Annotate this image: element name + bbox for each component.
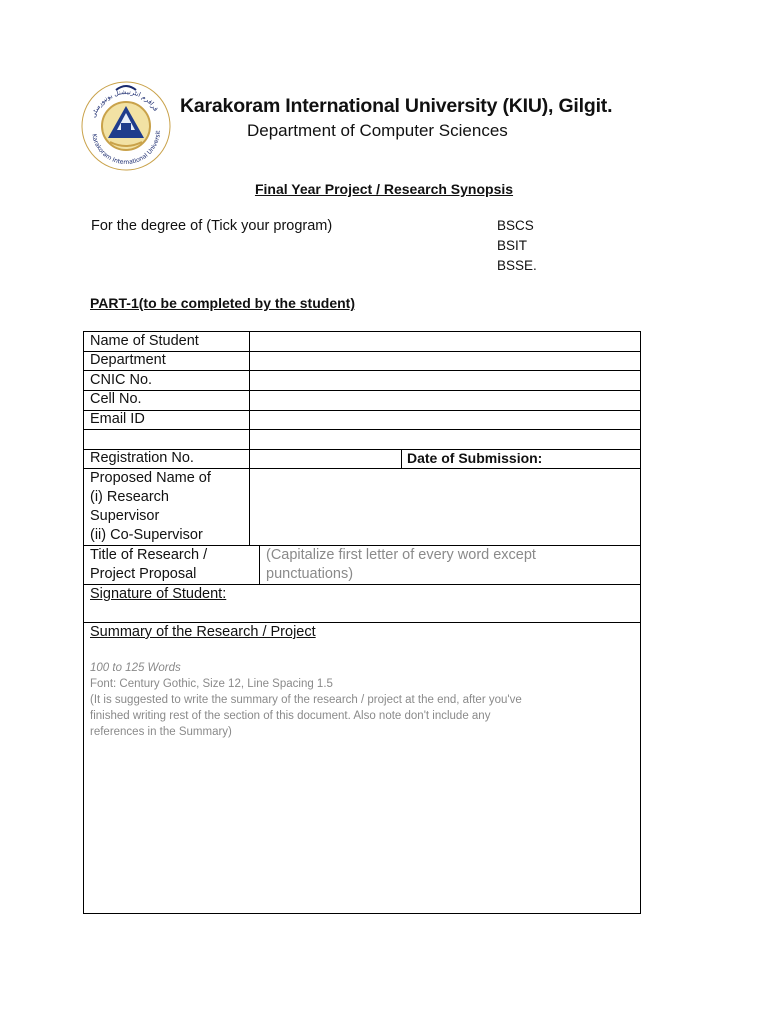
label-cnic: CNIC No.	[90, 372, 153, 388]
label-date-submission: Date of Submission:	[407, 450, 543, 466]
label-cell: Cell No.	[90, 391, 142, 407]
title-hint-2: punctuations)	[266, 566, 354, 582]
university-seal-icon	[80, 80, 172, 172]
program-bscs[interactable]: BSCS	[497, 218, 534, 233]
student-form	[83, 331, 641, 914]
label-registration: Registration No.	[90, 450, 194, 466]
summary-font-note: Font: Century Gothic, Size 12, Line Spacing 1.5	[90, 678, 333, 690]
label-supervisor-3: Supervisor	[90, 508, 160, 524]
label-supervisor-2: (i) Research	[90, 489, 169, 505]
summary-note-1: (It is suggested to write the summary of the research / project at the end, after you've	[90, 694, 522, 706]
label-department: Department	[90, 352, 166, 368]
svg-text:Karakoram International Univer: Karakoram International Universit	[90, 130, 163, 167]
program-bsse[interactable]: BSSE.	[497, 258, 537, 273]
svg-text:قراقرم انٹرنیشنل یونیورسٹی: قراقرم انٹرنیشنل یونیورسٹی	[89, 87, 160, 119]
summary-word-count: 100 to 125 Words	[90, 662, 181, 674]
department-name: Department of Computer Sciences	[247, 121, 508, 140]
university-name: Karakoram International University (KIU), Gilgit.	[180, 95, 613, 117]
university-logo	[80, 80, 172, 172]
label-signature: Signature of Student:	[90, 586, 227, 602]
label-supervisor-4: (ii) Co-Supervisor	[90, 527, 203, 543]
label-student-name: Name of Student	[90, 333, 199, 349]
summary-heading: Summary of the Research / Project	[90, 624, 316, 640]
part1-heading: PART-1(to be completed by the student)	[90, 295, 355, 311]
summary-note-2: finished writing rest of the section of this document. Also note don't include any	[90, 710, 491, 722]
label-title-1: Title of Research /	[90, 547, 208, 563]
title-hint-1[interactable]: (Capitalize first letter of every word except	[266, 547, 536, 563]
label-title-2: Project Proposal	[90, 566, 197, 582]
summary-note-3: references in the Summary)	[90, 726, 232, 738]
degree-label: For the degree of (Tick your program)	[91, 218, 333, 234]
label-supervisor-1: Proposed Name of	[90, 470, 211, 486]
label-email: Email ID	[90, 411, 145, 427]
program-bsit[interactable]: BSIT	[497, 238, 528, 253]
form-title: Final Year Project / Research Synopsis	[254, 181, 514, 197]
